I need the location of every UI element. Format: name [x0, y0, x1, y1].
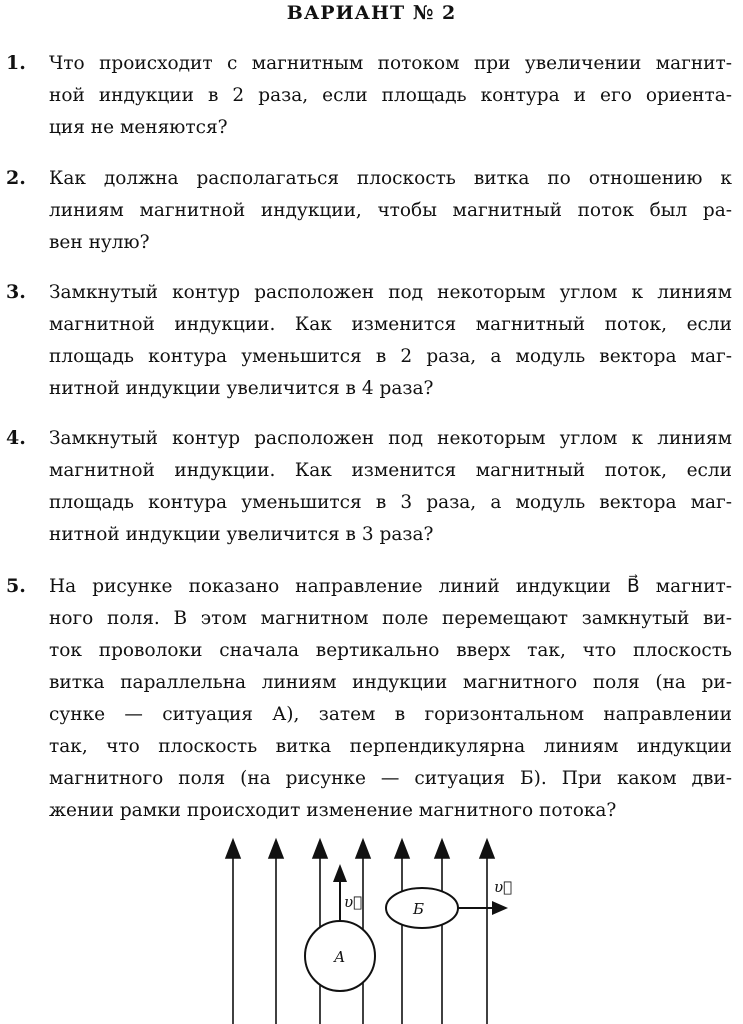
velocity-arrow-a-head-icon: [333, 864, 347, 882]
field-line-arrow-icon: [313, 840, 327, 858]
question-line: сунке — ситуация А), затем в горизонтальном направлении: [49, 704, 732, 725]
field-line-arrow-icon: [480, 840, 494, 858]
velocity-b-label: υ⃗: [494, 878, 513, 896]
question-number: 1.: [6, 52, 26, 74]
question-line: ция не меняются?: [49, 117, 228, 138]
question-line: линиям магнитной индукции, чтобы магнитный поток был ра-: [49, 200, 732, 221]
question-line: Что происходит с магнитным потоком при увеличении магнит-: [49, 53, 732, 74]
question-line: магнитной индукции. Как изменится магнитный поток, если: [49, 460, 732, 481]
question-number: 4.: [6, 427, 26, 449]
field-line-arrow-icon: [395, 840, 409, 858]
question-line: магнитного поля (на рисунке — ситуация Б). При каком дви-: [49, 768, 732, 789]
question-number: 2.: [6, 167, 26, 189]
question-line: Замкнутый контур расположен под некоторым углом к линиям: [49, 428, 732, 449]
question-line: площадь контура уменьшится в 3 раза, а модуль вектора маг-: [49, 492, 732, 513]
question-number: 5.: [6, 575, 26, 597]
question-line: нитной индукции увеличится в 3 раза?: [49, 524, 434, 545]
question-line: Замкнутый контур расположен под некоторым углом к линиям: [49, 282, 732, 303]
question-line: На рисунке показано направление линий индукции B⃗ магнит-: [49, 576, 732, 597]
loop-b-label: Б: [413, 900, 425, 918]
question-line: так, что плоскость витка перпендикулярна линиям индукции: [49, 736, 732, 757]
question-line: вен нулю?: [49, 232, 150, 253]
field-line-arrow-icon: [269, 840, 283, 858]
velocity-a-label: υ⃗: [344, 893, 363, 911]
velocity-arrow-b-head-icon: [492, 901, 508, 915]
loop-a-label: А: [334, 948, 346, 966]
field-line-arrow-icon: [356, 840, 370, 858]
field-line-arrow-icon: [226, 840, 240, 858]
question-line: ток проволоки сначала вертикально вверх так, что плоскость: [49, 640, 732, 661]
question-line: нитной индукции увеличится в 4 раза?: [49, 378, 434, 399]
question-line: жении рамки происходит изменение магнитного потока?: [49, 800, 617, 821]
magnetic-field-figure: [200, 832, 530, 1024]
field-line-arrow-icon: [435, 840, 449, 858]
question-number: 3.: [6, 281, 26, 303]
question-line: ного поля. В этом магнитном поле перемещают замкнутый ви-: [49, 608, 732, 629]
question-line: ной индукции в 2 раза, если площадь контура и его ориента-: [49, 85, 732, 106]
question-line: площадь контура уменьшится в 2 раза, а модуль вектора маг-: [49, 346, 732, 367]
page-title: ВАРИАНТ № 2: [286, 2, 457, 24]
question-line: Как должна располагаться плоскость витка по отношению к: [49, 168, 732, 189]
question-line: магнитной индукции. Как изменится магнитный поток, если: [49, 314, 732, 335]
question-line: витка параллельна линиям индукции магнитного поля (на ри-: [49, 672, 732, 693]
